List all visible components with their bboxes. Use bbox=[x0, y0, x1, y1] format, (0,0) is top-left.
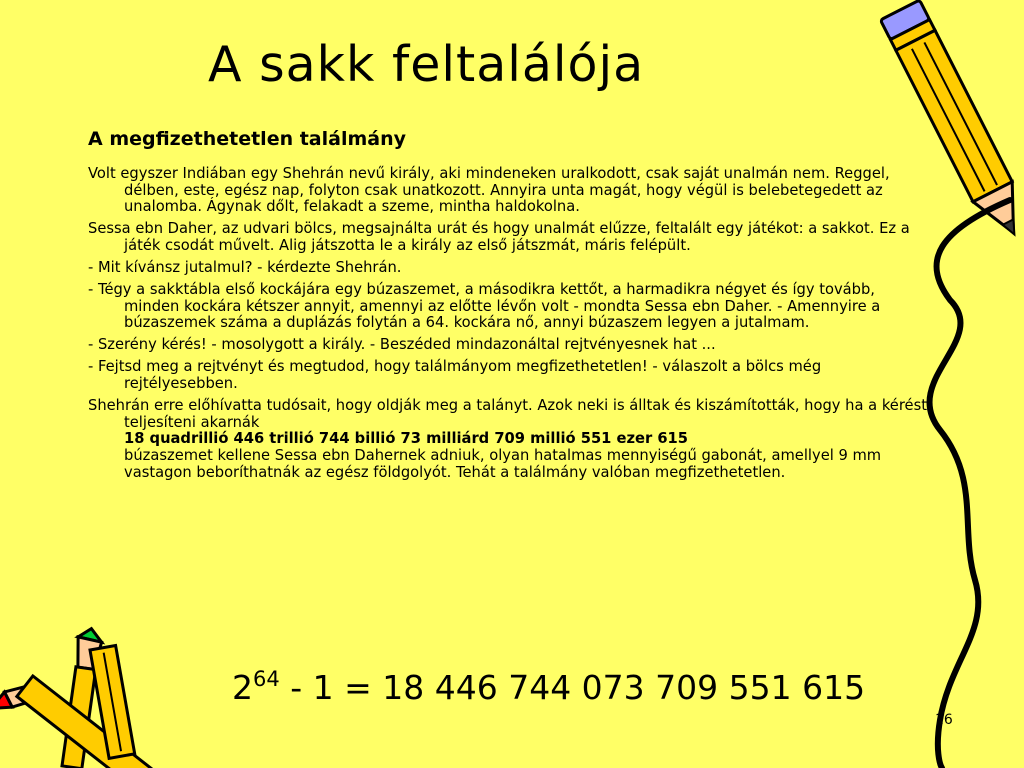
story-paragraph bbox=[88, 166, 928, 216]
slide-subtitle: A megfizethetetlen találmány bbox=[88, 128, 406, 150]
pencil-bundle-icon bbox=[0, 620, 200, 768]
formula-base: 2 bbox=[232, 668, 253, 707]
story-paragraph bbox=[88, 359, 928, 392]
page-number: 16 bbox=[935, 712, 953, 728]
formula bbox=[232, 668, 865, 707]
slide-title: A sakk feltalálója bbox=[208, 36, 645, 93]
paragraph-text: búzaszemet kellene Sessa ebn Dahernek adniuk, olyan hatalmas mennyiségű gabonát, amellyel 9 mm vastagon beboríthatnák az egész földgolyót. Tehát a találmány valóban megfizethetetlen. bbox=[124, 446, 882, 481]
paragraph-text: - Szerény kérés! - mosolygott a király. - Beszéded mindazonáltal rejtvényesnek hat ... bbox=[88, 336, 716, 354]
formula-exponent: 64 bbox=[253, 667, 280, 691]
story-paragraph bbox=[88, 337, 928, 354]
paragraph-text: Sessa ebn Daher, az udvari bölcs, megsajnálta urát és hogy unalmát elűzze, feltalált egy játékot: a sakkot. Ez a játék csodát művelt. Alig játszotta le a király az első játszmát, máris felépült. bbox=[88, 220, 910, 254]
highlighted-number: 18 quadrillió 446 trillió 744 billió 73 milliárd 709 millió 551 ezer 615 bbox=[124, 430, 688, 448]
story-paragraph bbox=[88, 221, 928, 254]
story-text bbox=[88, 166, 928, 487]
paragraph-text: - Tégy a sakktábla első kockájára egy búzaszemet, a másodikra kettőt, a harmadikra négyet és így tovább, minden kockára kétszer annyit, amennyi az előtte lévőn volt - mondta Sessa ebn Daher. - Amennyire a búzaszemek száma a duplázás folytán a 64. kockára nő, annyi búzaszem legyen a jutalmam. bbox=[88, 281, 881, 332]
paragraph-text: - Fejtsd meg a rejtvényt és megtudod, hogy találmányom megfizethetetlen! - válaszolt a bölcs még rejtélyesebben. bbox=[88, 358, 822, 393]
story-paragraph bbox=[88, 282, 928, 332]
story-paragraph bbox=[88, 260, 928, 277]
paragraph-text: - Mit kívánsz jutalmul? - kérdezte Shehrán. bbox=[88, 258, 402, 276]
story-paragraph bbox=[88, 398, 928, 481]
paragraph-text: Shehrán erre előhívatta tudósait, hogy oldják meg a talányt. Azok neki is álltak és kiszámították, hogy ha a kérést teljesíteni akarnák bbox=[88, 397, 927, 431]
paragraph-text: Volt egyszer Indiában egy Shehrán nevű király, aki mindeneken uralkodott, csak saját unalmán nem. Reggel, délben, este, egész nap, folyton csak unatkozott. Annyira unta magát, hogy végül is belebetegedett az unalomba. Ágynak dőlt, felakadt a szeme, mintha haldokolna. bbox=[88, 165, 890, 216]
formula-result: - 1 = 18 446 744 073 709 551 615 bbox=[279, 668, 866, 707]
